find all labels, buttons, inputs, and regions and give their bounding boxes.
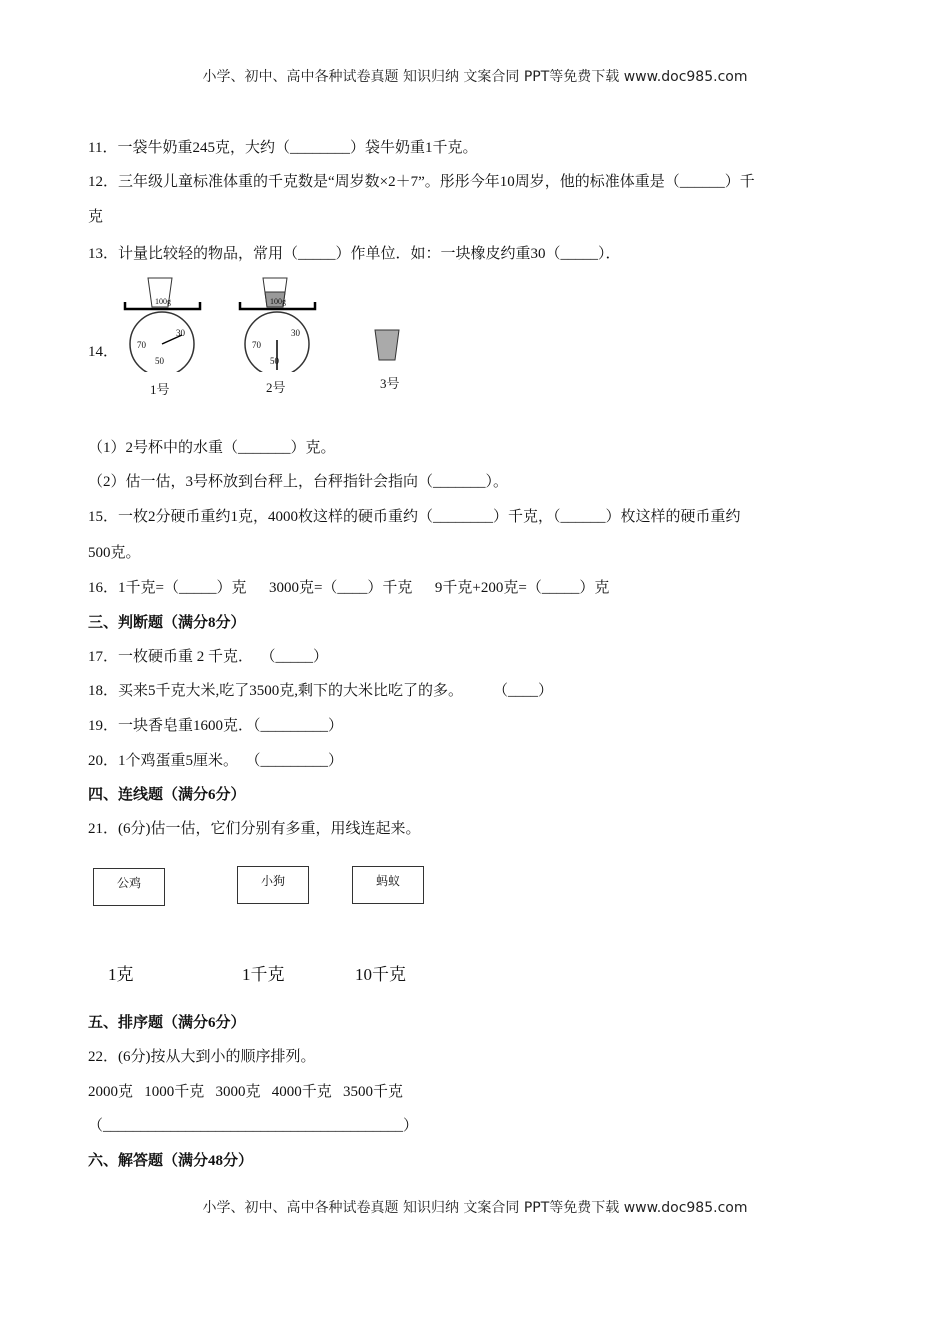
- cup-label-1: 1号: [150, 382, 170, 397]
- cup-label-2: 2号: [266, 380, 286, 395]
- question-11: 11．一袋牛奶重245克，大约（________）袋牛奶重1千克。: [88, 140, 478, 156]
- section-4-title: 四、连线题（满分6分）: [88, 787, 246, 803]
- section-3-title: 三、判断题（满分8分）: [88, 615, 246, 631]
- weight-1g: 1克: [108, 965, 134, 984]
- question-15-cont: 500克。: [88, 545, 141, 561]
- section-5-title: 五、排序题（满分6分）: [88, 1015, 246, 1031]
- weight-10kg: 10千克: [355, 965, 406, 984]
- question-22-items: 2000克 1000千克 3000克 4000千克 3500千克: [88, 1084, 404, 1100]
- question-20: 20．1个鸡蛋重5厘米。 （_________）: [88, 753, 344, 769]
- weight-1kg: 1千克: [242, 965, 285, 984]
- question-21: 21．(6分)估一估，它们分别有多重，用线连起来。: [88, 821, 421, 837]
- dial-label: 70: [252, 340, 261, 350]
- question-12: 12．三年级儿童标准体重的千克数是“周岁数×2＋7”。彤彤今年10周岁，他的标准体重是（______）千: [88, 174, 755, 190]
- dial-label: 50: [155, 356, 164, 366]
- animal-box-ant: 蚂蚁: [352, 866, 424, 904]
- question-22-blank: （________________________________________）: [88, 1118, 419, 1134]
- question-13: 13．计量比较轻的物品，常用（_____）作单位．如：一块橡皮约重30（_____）．: [88, 246, 621, 262]
- question-14-1: （1）2号杯中的水重（_______）克。: [88, 440, 336, 456]
- dial-label: 70: [137, 340, 146, 350]
- question-19: 19．一块香皂重1600克．（_________）: [88, 718, 344, 734]
- question-14: 14．: [88, 344, 119, 360]
- dial-label: 100g: [155, 297, 171, 306]
- question-18: 18．买来5千克大米,吃了3500克,剩下的大米比吃了的多。 （____）: [88, 683, 554, 699]
- cup-3: [375, 330, 399, 360]
- dial-label: 30: [176, 328, 185, 338]
- animal-box-rooster: 公鸡: [93, 868, 165, 906]
- page-header: 小学、初中、高中各种试卷真题 知识归纳 文案合同 PPT等免费下载 www.doc985.com: [202, 69, 748, 85]
- page-footer: 小学、初中、高中各种试卷真题 知识归纳 文案合同 PPT等免费下载 www.doc985.com: [202, 1200, 748, 1216]
- cup-label-3: 3号: [380, 376, 400, 391]
- dial-label: 50: [270, 356, 279, 366]
- question-12-cont: 克: [88, 209, 104, 225]
- question-22: 22．(6分)按从大到小的顺序排列。: [88, 1049, 316, 1065]
- dial-label: 30: [291, 328, 300, 338]
- section-6-title: 六、解答题（满分48分）: [88, 1153, 254, 1169]
- question-14-2: （2）估一估，3号杯放到台秤上，台秤指针会指向（_______）。: [88, 474, 509, 490]
- animal-box-puppy: 小狗: [237, 866, 309, 904]
- dial-label: 100g: [270, 297, 286, 306]
- question-17: 17．一枚硬币重 2 千克． （_____）: [88, 649, 329, 665]
- question-16: 16．1千克=（_____）克 3000克=（____）千克 9千克+200克=（_____）克: [88, 580, 610, 596]
- question-15: 15．一枚2分硬币重约1克，4000枚这样的硬币重约（________）千克，（______）枚这样的硬币重约: [88, 509, 741, 525]
